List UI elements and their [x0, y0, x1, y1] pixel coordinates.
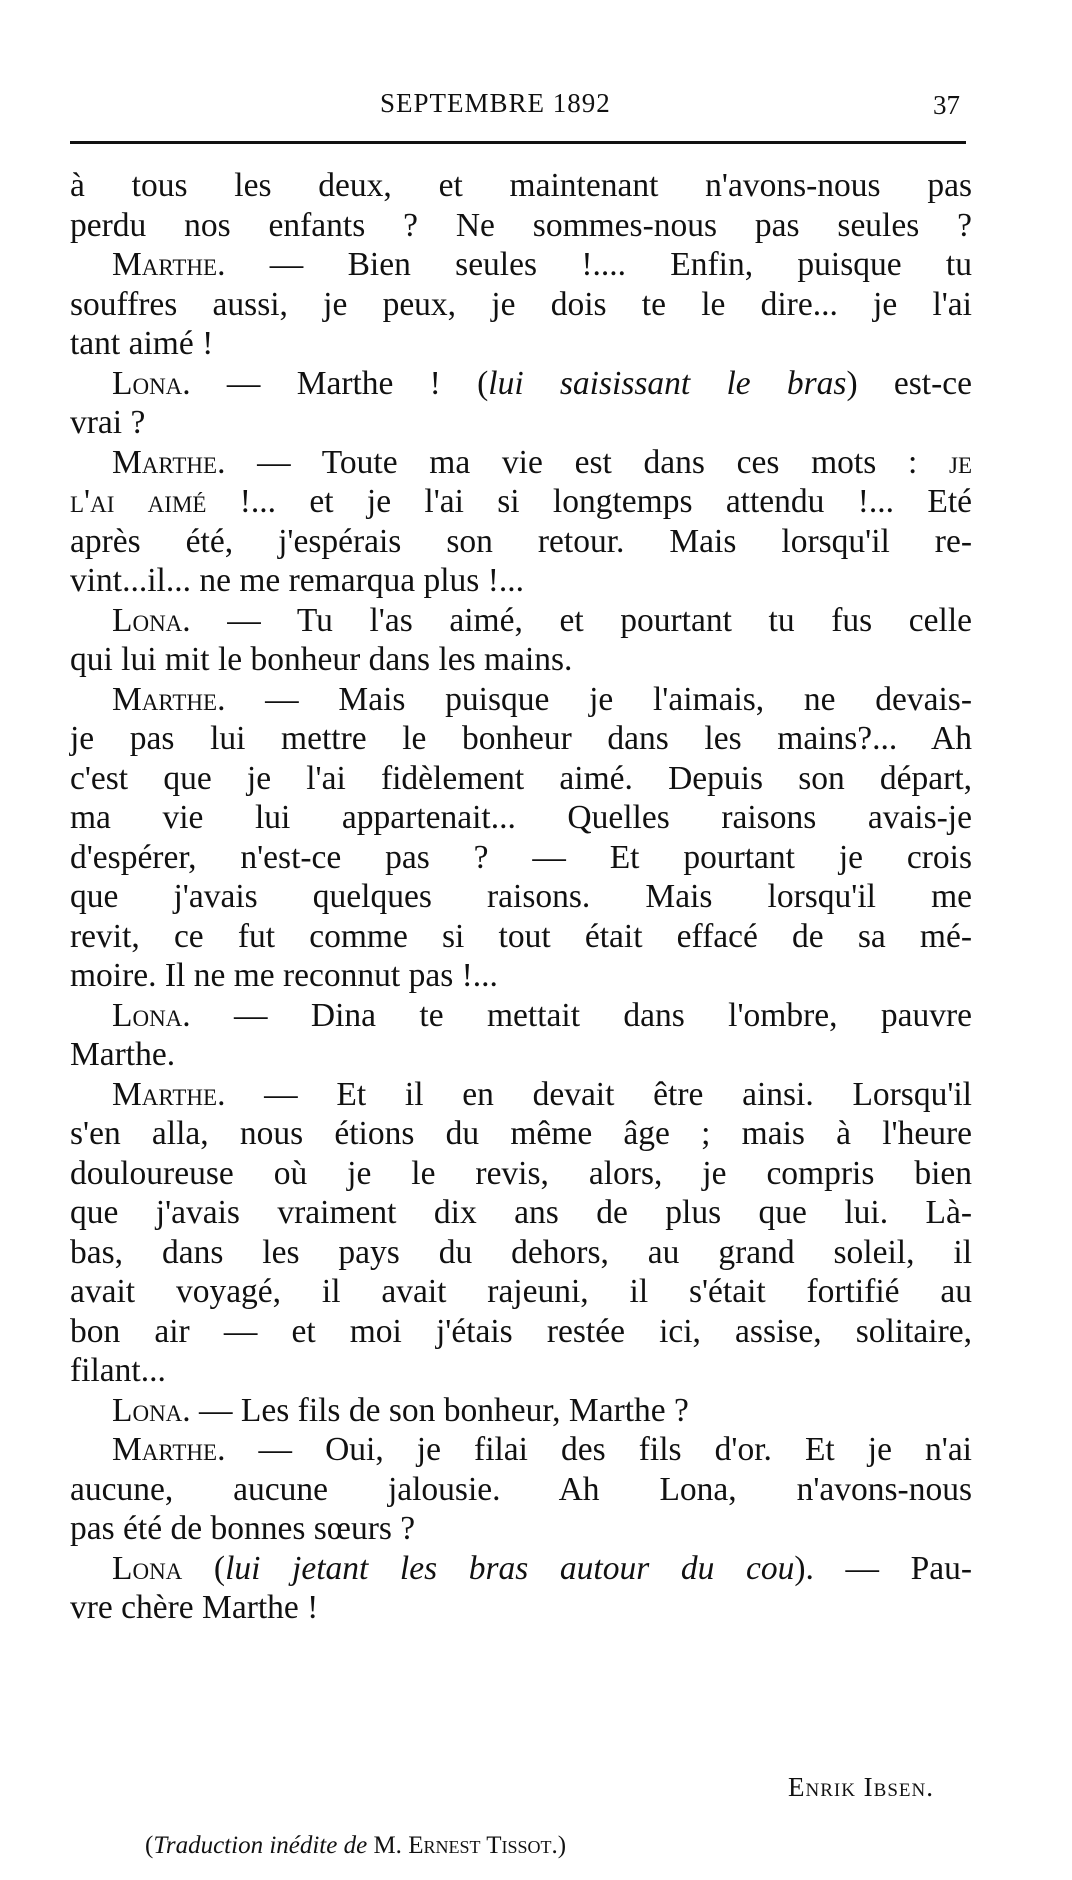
line-text: souffres aussi, je peux, je dois te le dire... je l'ai — [70, 285, 972, 323]
text-line — [70, 1075, 972, 1115]
line-text: qui lui mit le bonheur dans les mains. — [70, 641, 573, 678]
line-text: — Et il en devait être ainsi. Lorsqu'il — [225, 1075, 972, 1113]
line-text: moire. Il ne me reconnut pas !... — [70, 957, 498, 994]
text-line — [70, 1430, 972, 1470]
line-text: !... et je l'ai si longtemps attendu !... Eté — [206, 483, 972, 520]
line-text: tant aimé ! — [70, 325, 214, 362]
line-text: — Oui, je filai des fils d'or. Et je n'ai — [225, 1431, 972, 1468]
speaker-name: Lona. — [112, 1391, 191, 1429]
speaker-name: Lona — [112, 1549, 183, 1587]
line-text: — Les fils de son bonheur, Marthe ? — [190, 1391, 689, 1429]
text-line — [70, 956, 972, 996]
line-text: ma vie lui appartenait... Quelles raisons avais-je — [70, 799, 972, 836]
running-head — [70, 88, 972, 128]
speaker-name: Marthe. — [112, 443, 226, 481]
text-line — [70, 1509, 972, 1549]
speaker-name: Marthe. — [112, 1075, 226, 1113]
line-text: perdu nos enfants ? Ne sommes-nous pas seules ? — [70, 206, 972, 244]
line-text: Marthe. — [70, 1036, 176, 1073]
line-text: que j'avais quelques raisons. Mais lorsqu'il me — [70, 878, 972, 915]
text-line — [70, 482, 972, 522]
line-text: vrai ? — [70, 404, 146, 441]
text-line — [70, 1233, 972, 1273]
credit-middle: M. — [367, 1832, 409, 1859]
line-text: après été, j'espérais son retour. Mais lorsqu'il re- — [70, 522, 972, 560]
page-number: 37 — [933, 90, 960, 120]
line-text: — Mais puisque je l'aimais, ne devais- — [225, 680, 972, 718]
line-text: bas, dans les pays du dehors, au grand soleil, il — [70, 1233, 972, 1271]
speaker-name: Lona. — [112, 364, 191, 402]
author-signature: Enrik Ibsen. — [788, 1772, 934, 1802]
speaker-name: Lona. — [112, 996, 191, 1034]
line-text: — Marthe ! ( — [190, 364, 489, 402]
line-text: — Toute ma vie est dans ces mots : — [225, 443, 949, 481]
line-text: s'en alla, nous étions du même âge ; mais à l'heure — [70, 1115, 972, 1152]
text-line — [70, 443, 972, 483]
text-line — [70, 759, 972, 799]
text-line — [70, 601, 972, 641]
text-line — [70, 1351, 972, 1391]
header-rule — [70, 141, 966, 144]
text-line — [70, 798, 972, 838]
line-text: revit, ce fut comme si tout était effacé de sa mé- — [70, 917, 972, 955]
text-line — [70, 324, 972, 364]
credit-close: .) — [551, 1832, 567, 1859]
line-text: c'est que je l'ai fidèlement aimé. Depuis son départ, — [70, 759, 972, 797]
credit-translator-name: Ernest Tissot — [408, 1832, 552, 1859]
text-line — [70, 166, 972, 206]
line-text: — Tu l'as aimé, et pourtant tu fus celle — [190, 601, 972, 639]
line-text: avait voyagé, il avait rajeuni, il s'était fortifié au — [70, 1273, 972, 1310]
credit-italic: Traduction inédite de — [153, 1832, 368, 1859]
line-text: vre chère Marthe ! — [70, 1589, 319, 1626]
speaker-name: Marthe. — [112, 1431, 226, 1468]
speaker-name: l'ai aimé — [70, 483, 207, 520]
text-line — [70, 917, 972, 957]
credit-open: ( — [145, 1832, 154, 1859]
text-line — [70, 1312, 972, 1352]
line-text: ( — [182, 1549, 226, 1587]
line-text: d'espérer, n'est-ce pas ? — Et pourtant je crois — [70, 838, 972, 876]
line-text: ). — Pau- — [794, 1549, 973, 1587]
text-line — [70, 680, 972, 720]
text-line — [70, 877, 972, 917]
speaker-name: Lona. — [112, 601, 191, 639]
text-line — [70, 206, 972, 246]
text-line — [70, 403, 972, 443]
text-line — [70, 285, 972, 325]
line-text: — Bien seules !.... Enfin, puisque tu — [225, 246, 972, 283]
text-line — [70, 1588, 972, 1628]
line-text: à tous les deux, et maintenant n'avons-nous pas — [70, 167, 972, 204]
running-title: SEPTEMBRE 1892 — [380, 88, 611, 118]
text-line — [70, 1193, 972, 1233]
text-line — [70, 996, 972, 1036]
speaker-name: Marthe. — [112, 680, 226, 718]
line-text: filant... — [70, 1352, 166, 1389]
line-text: bon air — et moi j'étais restée ici, assise, solitaire, — [70, 1312, 972, 1350]
stage-direction: lui jetant les bras autour du cou — [225, 1549, 795, 1587]
line-text: — Dina te mettait dans l'ombre, pauvre — [190, 996, 972, 1034]
text-line — [70, 522, 972, 562]
text-line — [70, 1114, 972, 1154]
text-line — [70, 838, 972, 878]
stage-direction: lui saisissant le bras — [488, 364, 847, 402]
text-line — [70, 1549, 972, 1589]
line-text: que j'avais vraiment dix ans de plus que lui. Là- — [70, 1194, 972, 1231]
speaker-name: Marthe. — [112, 246, 226, 283]
speaker-name: je — [949, 443, 972, 481]
translation-credit — [145, 1832, 566, 1860]
text-line — [70, 1035, 972, 1075]
text-line — [70, 1272, 972, 1312]
line-text: pas été de bonnes sœurs ? — [70, 1510, 416, 1547]
line-text: vint...il... ne me remarqua plus !... — [70, 562, 525, 599]
text-line — [70, 561, 972, 601]
line-text: ) est-ce — [846, 364, 973, 402]
text-line — [70, 245, 972, 285]
text-line — [70, 719, 972, 759]
line-text: je pas lui mettre le bonheur dans les mains?... Ah — [70, 720, 972, 757]
text-line — [70, 364, 972, 404]
line-text: aucune, aucune jalousie. Ah Lona, n'avons-nous — [70, 1470, 972, 1508]
text-line — [70, 640, 972, 680]
text-line — [70, 1154, 972, 1194]
text-line — [70, 1391, 972, 1431]
dialogue-text — [70, 166, 972, 1628]
line-text: douloureuse où je le revis, alors, je compris bien — [70, 1154, 972, 1192]
text-line — [70, 1470, 972, 1510]
